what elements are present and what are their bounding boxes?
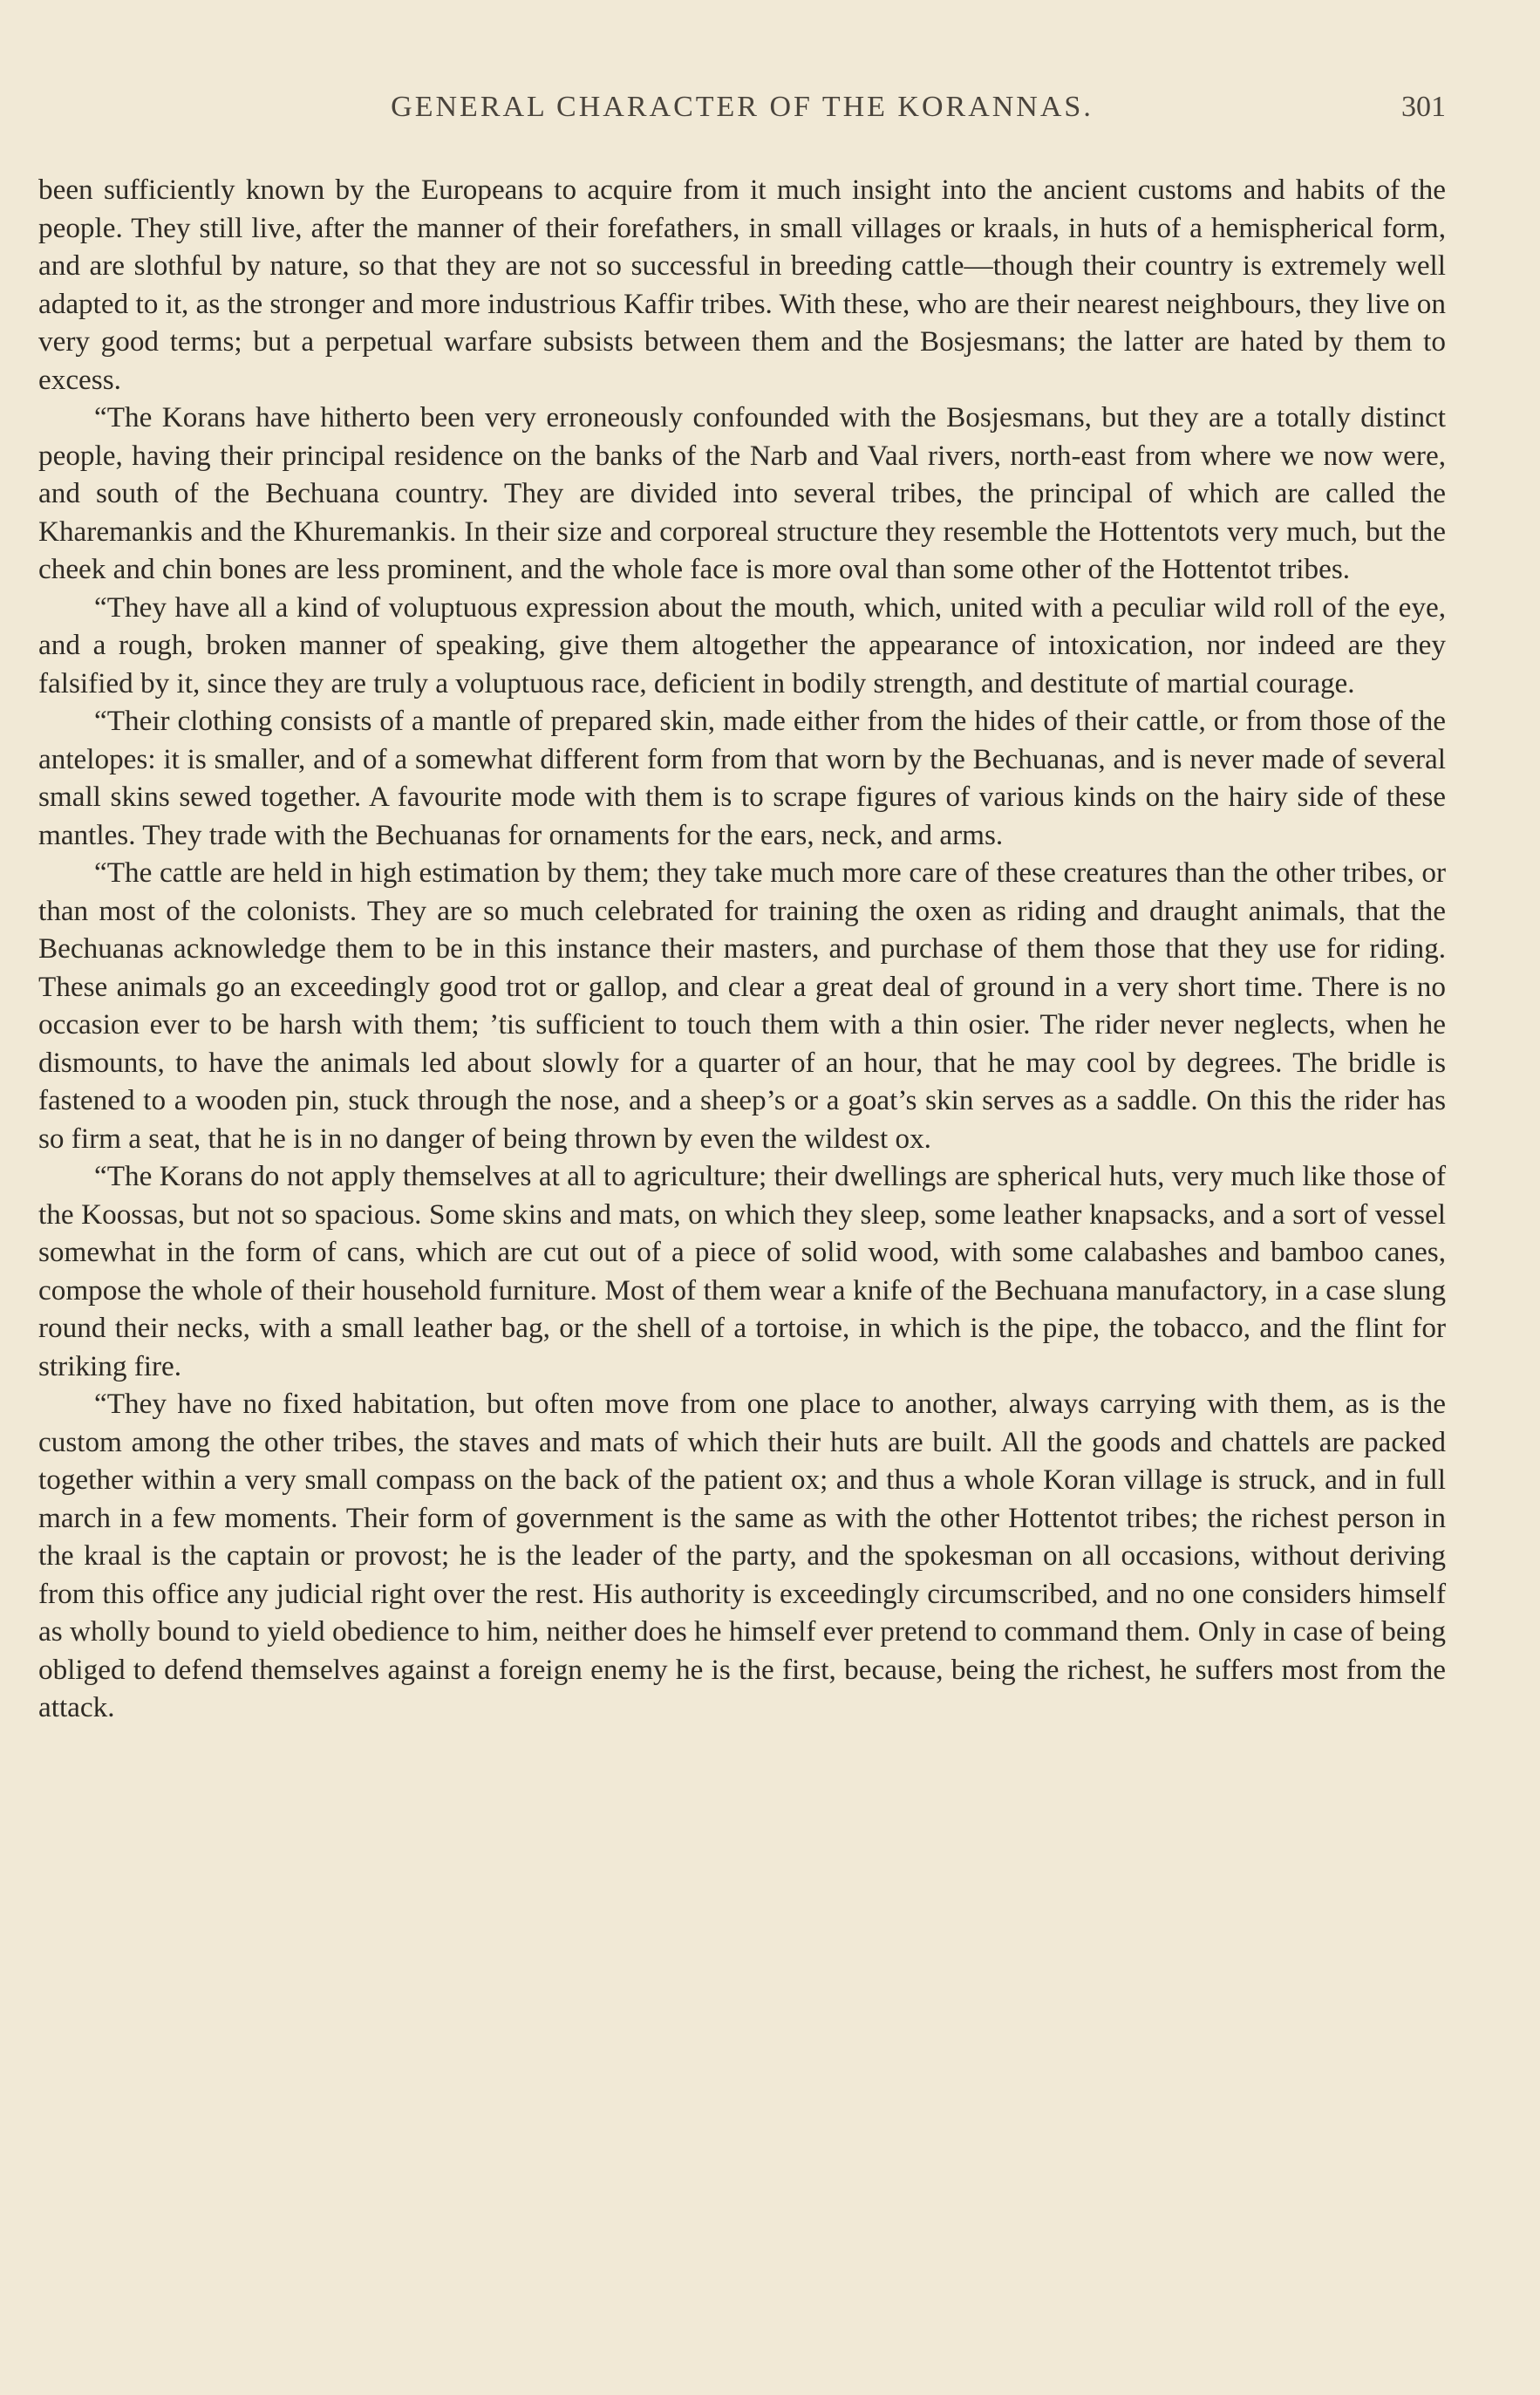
body-text [38,171,1446,1727]
paragraph: “They have no fixed habitation, but often move from one place to another, always carrying with them, as is the custom among the other tribes, the staves and mats of which their huts are built. All the goods and chattels are packed together within a very small compass on the back of the patient ox; and thus a whole Koran village is struck, and in full march in a few moments. Their form of government is the same as with the other Hottentot tribes; the richest person in the kraal is the captain or provost; he is the leader of the party, and the spokesman on all occasions, without deriving from this office any judicial right over the rest. His authority is exceedingly circumscribed, and no one considers himself as wholly bound to yield obedience to him, neither does he himself ever pretend to command them. Only in case of being obliged to defend themselves against a foreign enemy he is the first, because, being the richest, he suffers most from the attack. [38,1388,1446,1723]
running-title: GENERAL CHARACTER OF THE KORANNAS. [391,91,1094,123]
paragraph: been sufficiently known by the Europeans to acquire from it much insight into the ancient customs and habits of the people. They still live, after the manner of their forefathers, in small villages or kraals, in huts of a hemispherical form, and are slothful by nature, so that they are not so successful in breeding cattle—though their country is extremely well adapted to it, as the stronger and more industrious Kaffir tribes. With these, who are their nearest neighbours, they live on very good terms; but a perpetual warfare subsists between them and the Bosjesmans; the latter are hated by them to excess. [38,174,1446,396]
paragraph: “They have all a kind of voluptuous expression about the mouth, which, united with a peculiar wild roll of the eye, and a rough, broken manner of speaking, give them altogether the appearance of intoxication, nor indeed are they falsified by it, since they are truly a voluptuous race, deficient in bodily strength, and destitute of martial courage. [38,590,1446,699]
running-head [38,91,1446,134]
paragraph: “Their clothing consists of a mantle of prepared skin, made either from the hides of their cattle, or from those of the antelopes: it is smaller, and of a somewhat different form from that worn by the Bechuanas, and is never made of several small skins sewed together. A favourite mode with them is to scrape figures of various kinds on the hairy side of these mantles. They trade with the Bechuanas for ornaments for the ears, neck, and arms. [38,705,1446,851]
paragraph: “The cattle are held in high estimation by them; they take much more care of these creatures than the other tribes, or than most of the colonists. They are so much celebrated for training the oxen as riding and draught animals, that the Bechuanas acknowledge them to be in this instance their masters, and purchase of them those that they use for riding. These animals go an exceedingly good trot or gallop, and clear a great deal of ground in a very short time. There is no occasion ever to be harsh with them; ’tis sufficient to touch them with a thin osier. The rider never neglects, when he dismounts, to have the animals led about slowly for a quarter of an hour, that he may cool by degrees. The bridle is fastened to a wooden pin, stuck through the nose, and a sheep’s or a goat’s skin serves as a saddle. On this the rider has so firm a seat, that he is in no danger of being thrown by even the wildest ox. [38,856,1446,1155]
paragraph: “The Korans have hitherto been very erroneously confounded with the Bosjesmans, but they are a totally distinct people, having their principal residence on the banks of the Narb and Vaal rivers, north-east from where we now were, and south of the Bechuana country. They are divided into several tribes, the principal of which are called the Kharemankis and the Khuremankis. In their size and corporeal structure they resemble the Hottentots very much, but the cheek and chin bones are less prominent, and the whole face is more oval than some other of the Hottentot tribes. [38,401,1446,585]
paragraph: “The Korans do not apply themselves at all to agriculture; their dwellings are spherical huts, very much like those of the Koossas, but not so spacious. Some skins and mats, on which they sleep, some leather knapsacks, and a sort of vessel somewhat in the form of cans, which are cut out of a piece of solid wood, with some calabashes and bamboo canes, compose the whole of their household furniture. Most of them wear a knife of the Bechuana manufactory, in a case slung round their necks, with a small leather bag, or the shell of a tortoise, in which is the pipe, the tobacco, and the flint for striking fire. [38,1160,1446,1382]
page-number: 301 [1401,91,1446,123]
